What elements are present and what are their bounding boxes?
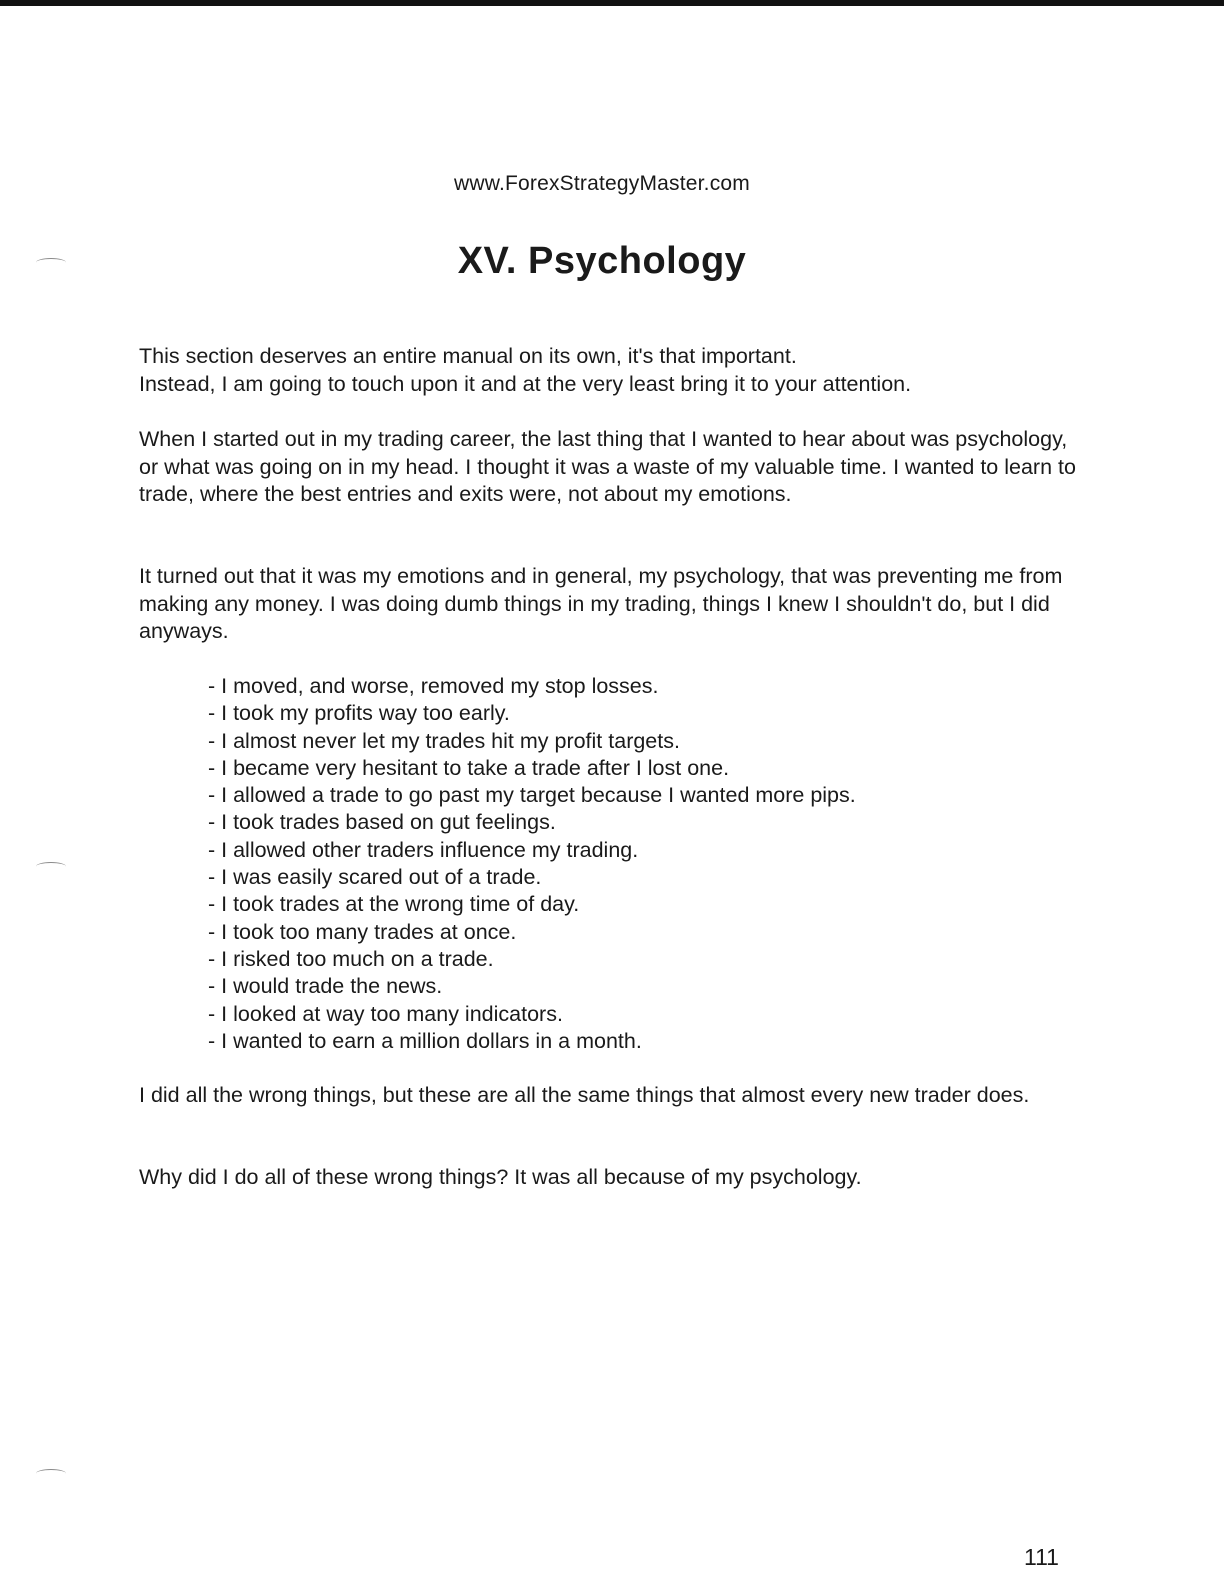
list-item: - I looked at way too many indicators. (208, 1001, 563, 1026)
turned-out-paragraph: It turned out that it was my emotions and in general, my psychology, that was preventing me from making any money. I was doing dumb things in my trading, things I knew I shouldn't do, but I did anyways. (139, 564, 1063, 643)
list-item: - I took trades at the wrong time of day. (208, 892, 580, 917)
list-item: - I allowed a trade to go past my target because I wanted more pips. (208, 783, 856, 808)
list-item: - I would trade the news. (208, 974, 443, 999)
list-item: - I became very hesitant to take a trade after I lost one. (208, 755, 730, 780)
wrong-things-paragraph: I did all the wrong things, but these are all the same things that almost every new trader does. (139, 1083, 1030, 1107)
intro-line: Instead, I am going to touch upon it and at the very least bring it to your attention. (139, 371, 912, 396)
intro-line: This section deserves an entire manual on its own, it's that important. (139, 344, 797, 368)
page-number: 111 (1024, 1544, 1059, 1570)
list-item: - I moved, and worse, removed my stop losses. (208, 674, 659, 698)
page-title: XV. Psychology (457, 240, 747, 282)
list-item: - I took my profits way too early. (208, 701, 510, 726)
mistakes-list (208, 673, 1068, 1055)
list-item: - I was easily scared out of a trade. (208, 865, 542, 890)
why-paragraph: Why did I do all of these wrong things? It was all because of my psychology. (139, 1165, 862, 1189)
list-item: - I almost never let my trades hit my profit targets. (208, 728, 680, 753)
list-item: - I allowed other traders influence my trading. (208, 837, 639, 862)
list-item: - I took trades based on gut feelings. (208, 810, 556, 835)
career-paragraph: When I started out in my trading career, the last thing that I wanted to hear about was psychology, or what was going on in my head. I thought it was a waste of my valuable time. I wanted to learn to trade, where the best entries and exits were, not about my emotions. (139, 427, 1076, 506)
list-item: - I took too many trades at once. (208, 919, 517, 944)
intro-paragraph (139, 343, 1079, 398)
header-url: www.ForexStrategyMaster.com (454, 172, 750, 195)
list-item: - I risked too much on a trade. (208, 946, 494, 971)
binding-hole-mark (36, 1469, 66, 1478)
binding-hole-mark (36, 862, 66, 871)
list-item: - I wanted to earn a million dollars in a month. (208, 1028, 642, 1053)
scan-top-edge (0, 0, 1224, 6)
